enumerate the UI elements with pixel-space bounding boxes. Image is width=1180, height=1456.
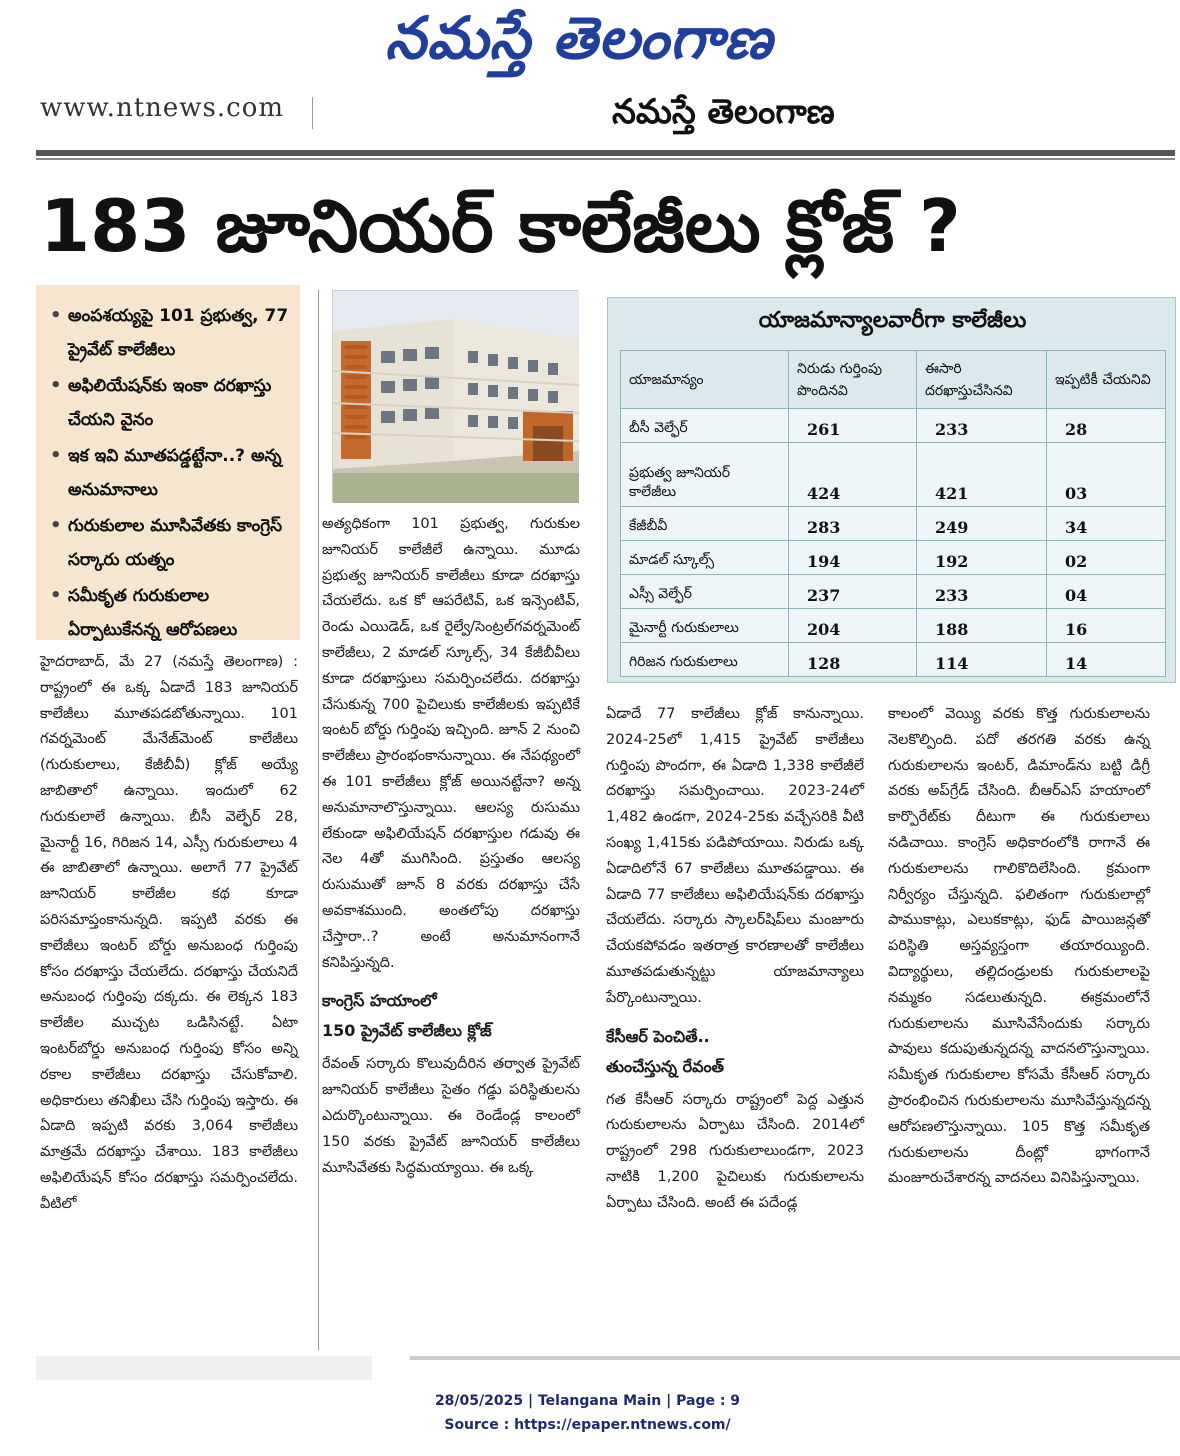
- article-text: హైదరాబాద్, మే 27 (నమస్తే తెలంగాణ) : రాష్ట్రంలో ఈ ఒక్క ఏడాదే 183 జూనియర్ కాలేజీలు మూతపడబోతున్నాయి. 101 గవర్నమెంట్ మేనేజ్‌మెంట్ కాలేజీలు (గురుకులాలు, కేజీబీవీ) క్లోజ్ అయ్యే జాబితాలో ఉన్నాయి. ఇందులో 62 గురుకులాలే ఉన్నాయి. బీసీ వెల్ఫేర్ 28, మైనార్టీ 16, గిరిజన 14, ఎస్సీ గురుకులాలు 4 ఈ జాబితాలో ఉన్నాయి. అలాగే 77 ప్రైవేట్ జూనియర్ కాలేజీల కథ కూడా పరిసమాప్తంకానున్నది. ఇప్పటి వరకు ఈ కాలేజీలు ఇంటర్ బోర్డు అనుబంధ గుర్తింపు కోసం దరఖాస్తు చేయలేదు. దరఖాస్తు చేయనిదే అనుబంధ గుర్తింపు దక్కదు. ఈ లెక్కన 183 కాలేజీల ముచ్చట ఒడిసినట్టే. ఏటా ఇంటర్‌బోర్డు అనుబంధ గుర్తింపు కోసం అన్ని రకాల కాలేజీలు దరఖాస్తు చేసుకోవాలి. అధికారులు తనిఖీలు చేసి గుర్తింపు ఇస్తారు. ఈ ఏడాది ఇప్పటి వరకు 3,064 కాలేజీలు మాత్రమే దరఖాస్తు చేశాయి. 183 కాలేజీలు అఫిలియేషన్ కోసం దరఖాస్తు సమర్పించలేదు. వీటిలో: [40, 654, 303, 1212]
- highlight-item: • సమీకృత గురుకులాల ఏర్పాటుకేనన్న ఆరోపణలు: [48, 579, 290, 647]
- table-cell: 233: [917, 409, 1047, 443]
- table-cell: 424: [789, 443, 917, 507]
- table-cell: ప్రభుత్వ జూనియర్ కాలేజీలు: [621, 443, 789, 507]
- table-cell: 14: [1047, 643, 1166, 677]
- article-text: అత్యధికంగా 101 ప్రభుత్వ, గురుకుల జూనియర్ కాలేజీలే ఉన్నాయి. మూడు ప్రభుత్వ జూనియర్ కాలేజీలు కూడా దరఖాస్తు చేయలేదు. ఒక కో ఆపరేటివ్, ఒక ఇన్సెంటివ్, రెండు ఎయిడెడ్, ఒక రైల్వే/సెంట్రల్‌గవర్నమెంట్ కాలేజీలు, 2 మాడల్ స్కూల్స్, 34 కేజీబీవీలు కూడా దరఖాస్తులు సమర్పించలేదు. దరఖాస్తు చేసుకున్న 700 పైచిలుకు కాలేజీలకు ఇప్పటికే ఇంటర్ బోర్డు గుర్తింపు ఇచ్చింది. జూన్ 2 నుంచి కాలేజీలు ప్రారంభంకానున్నాయి. ఈ నేపథ్యంలో ఈ 101 కాలేజీలు క్లోజ్ అయినట్టేనా? అన్న అనుమానాలొస్తున్నాయి. ఆలస్య రుసుము లేకుండా అఫిలియేషన్ దరఖాస్తుల గడువు ఈ నెల 4తో ముగిసింది. ప్రస్తుతం ఆలస్య రుసుముతో జూన్ 8 వరకు దరఖాస్తు చేసే అవకాశముంది. అంతలోపు దరఖాస్తు చేస్తారా..? అంటే అనుమానంగానే కనిపిస్తున్నది.: [322, 516, 585, 971]
- table-cell: 283: [789, 507, 917, 541]
- table-row: [621, 643, 1166, 677]
- table-cell: 237: [789, 575, 917, 609]
- table-title: యాజమాన్యాలవారీగా కాలేజీలు: [758, 308, 1027, 333]
- subheading-line: తుంచేస్తున్న రేవంత్: [606, 1056, 725, 1076]
- article-text: కాలంలో వెయ్యి వరకు కొత్త గురుకులాలను నెలకొల్పింది. పదో తరగతి వరకు ఉన్న గురుకులాలను ఇంటర్, డిమాండ్‌ను బట్టి డిగ్రీ వరకు అప్‌గ్రేడ్ చేసింది. బీఆర్‌ఎస్ హయాంలో కార్పొరేట్‌కు దీటుగా ఈ గురుకులాలు నడిచాయి. కాంగ్రెస్ అధికారంలోకి రాగానే ఈ గురుకులాలను గాలికొదిలేసింది. క్రమంగా నిర్వీర్యం చేస్తున్నది. ఫలితంగా గురుకులాల్లో పాముకాట్లు, ఎలుకకాట్లు, ఫుడ్ పాయిజన్లతో పరిస్థితి అస్తవ్యస్తంగా తయారయ్యింది. విద్యార్థులు, తల్లిదండ్రులకు గురుకులాలపై నమ్మకం సడలుతున్నది. ఈక్రమంలోనే గురుకులాలను మూసివేసేందుకు సర్కారు పావులు కదుపుతున్నదన్న వాదనలొస్తున్నాయి. సమీకృత గురుకులాల కోసమే కేసీఆర్ సర్కారు ప్రారంభించిన గురుకులాలను మూసివేస్తున్నదన్న ఆరోపణలొస్తున్నాయి. 105 కొత్త సమీకృత గురుకులాలను దీంట్లో భాగంగానే మంజూరుచేశారన్న వాదనలు వినిపిస్తున్నాయి.: [888, 706, 1155, 1187]
- table-cell: బీసీ వెల్ఫేర్: [621, 409, 789, 443]
- table-row: [621, 507, 1166, 541]
- table-cell: మైనార్టీ గురుకులాలు: [621, 609, 789, 643]
- table-cell: 421: [917, 443, 1047, 507]
- highlight-item: • అంపశయ్యపై 101 ప్రభుత్వ, 77 ప్రైవేట్ కాలేజీలు: [48, 299, 290, 367]
- article-text: గత కేసీఆర్ సర్కారు రాష్ట్రంలో పెద్ద ఎత్తున గురుకులాలను ఏర్పాటు చేసింది. 2014లో రాష్ట్రంలో 298 గురుకులాలుండగా, 2023 నాటికి 1,200 పైచిలుకు గురుకులాలను ఏర్పాటు చేసింది. అంటే ఈ పదేండ్ల: [606, 1091, 869, 1211]
- table-row: [621, 443, 1166, 507]
- section-subheading: [322, 986, 580, 1046]
- table-cell: 34: [1047, 507, 1166, 541]
- subheading-line: కేసీఆర్ పెంచితే..: [606, 1026, 710, 1046]
- header-rule-thin: [36, 158, 1175, 160]
- header-rule: [36, 150, 1175, 156]
- table-row: [621, 609, 1166, 643]
- table-cell: 04: [1047, 575, 1166, 609]
- header-divider: [312, 97, 313, 129]
- table-cell: 188: [917, 609, 1047, 643]
- article-column-3: [606, 702, 869, 1342]
- table-cell: 03: [1047, 443, 1166, 507]
- column-divider: [318, 290, 319, 1350]
- section-subheading: [606, 1022, 864, 1082]
- table-cell: 261: [789, 409, 917, 443]
- table-cell: 28: [1047, 409, 1166, 443]
- table-cell: 233: [917, 575, 1047, 609]
- table-row: [621, 541, 1166, 575]
- table-header: ఇప్పటికీ చేయనివి: [1047, 351, 1166, 409]
- footer-date-line: 28/05/2025 | Telangana Main | Page : 9: [434, 1393, 741, 1409]
- article-text: రేవంత్ సర్కారు కొలువుదీరిన తర్వాత ప్రైవేట్ జూనియర్ కాలేజీలు సైతం గడ్డు పరిస్థితులను ఎదుర్కొంటున్నాయి. ఈ రెండేండ్ల కాలంలో 150 వరకు ప్రైవేట్ జూనియర్ కాలేజీలు మూసివేతకు సిద్ధమయ్యాయి. ఈ ఒక్క: [322, 1056, 585, 1176]
- table-header: ఈసారి దరఖాస్తుచేసినవి: [917, 351, 1047, 409]
- table-cell: కేజీబీవీ: [621, 507, 789, 541]
- table-cell: 02: [1047, 541, 1166, 575]
- table-cell: 128: [789, 643, 917, 677]
- site-url: www.ntnews.com: [40, 93, 285, 123]
- subheading-line: 150 ప్రైవేట్ కాలేజీలు క్లోజ్: [322, 1021, 492, 1041]
- highlight-item: • గురుకులాల మూసివేతకు కాంగ్రెస్ సర్కారు యత్నం: [48, 509, 290, 577]
- table-cell: 114: [917, 643, 1047, 677]
- colleges-table: [620, 350, 1166, 677]
- table-cell: మాడల్ స్కూల్స్: [621, 541, 789, 575]
- newspaper-logo: నమస్తే తెలంగాణ: [385, 4, 773, 72]
- table-cell: 249: [917, 507, 1047, 541]
- highlight-item: • అఫిలియేషన్‌కు ఇంకా దరఖాస్తు చేయని వైనం: [48, 369, 290, 437]
- masthead-subtitle: నమస్తే తెలంగాణ: [612, 92, 835, 132]
- footer-source-link[interactable]: Source : https://epaper.ntnews.com/: [444, 1417, 731, 1433]
- subheading-line: కాంగ్రెస్ హయాంలో: [322, 991, 437, 1011]
- table-row: [621, 575, 1166, 609]
- table-row: [621, 409, 1166, 443]
- college-building-photo: [332, 290, 578, 502]
- article-headline: 183 జూనియర్ కాలేజీలు క్లోజ్ ?: [40, 184, 961, 268]
- article-column-1: [40, 650, 303, 1340]
- article-column-4: [888, 702, 1155, 1342]
- highlight-item: • ఇక ఇవి మూతపడ్డట్టేనా..? అన్న అనుమానాలు: [48, 439, 290, 507]
- table-cell: 16: [1047, 609, 1166, 643]
- article-text: ఏడాదే 77 కాలేజీలు క్లోజ్ కానున్నాయి. 2024-25లో 1,415 ప్రైవేట్ కాలేజీలు గుర్తింపు పొందగా, ఈ ఏడాది 1,338 కాలేజీలే దరఖాస్తు సమర్పించాయి. 2023-24లో 1,482 ఉండగా, 2024-25కు వచ్చేసరికి వీటి సంఖ్య 1,415కు పడిపోయాయి. నిరుడు ఒక్క ఏడాదిలోనే 67 కాలేజీలు మూతపడ్డాయి. ఈ ఏడాది 77 కాలేజీలు అఫిలియేషన్‌కు దరఖాస్తు చేయలేదు. సర్కారు స్కాలర్‌షిప్‌లు మంజూరు చేయకపోవడం ఇతరాత్ర కారణాలతో కాలేజీలు మూతపడుతున్నట్టు యాజమాన్యాలు పేర్కొంటున్నాయి.: [606, 706, 869, 1006]
- table-header: యాజమాన్యం: [621, 351, 789, 409]
- colleges-table-panel: [607, 297, 1176, 683]
- bottom-rule: [410, 1356, 1180, 1360]
- table-cell: గిరిజన గురుకులాలు: [621, 643, 789, 677]
- table-header: నిరుడు గుర్తింపు పొందినవి: [789, 351, 917, 409]
- bottom-strip: [36, 1356, 372, 1380]
- masthead: [0, 0, 1175, 160]
- table-cell: ఎస్సీ వెల్ఫేర్: [621, 575, 789, 609]
- table-cell: 194: [789, 541, 917, 575]
- article-column-2: [322, 512, 585, 1342]
- table-cell: 192: [917, 541, 1047, 575]
- table-cell: 204: [789, 609, 917, 643]
- highlights-box: [36, 285, 300, 640]
